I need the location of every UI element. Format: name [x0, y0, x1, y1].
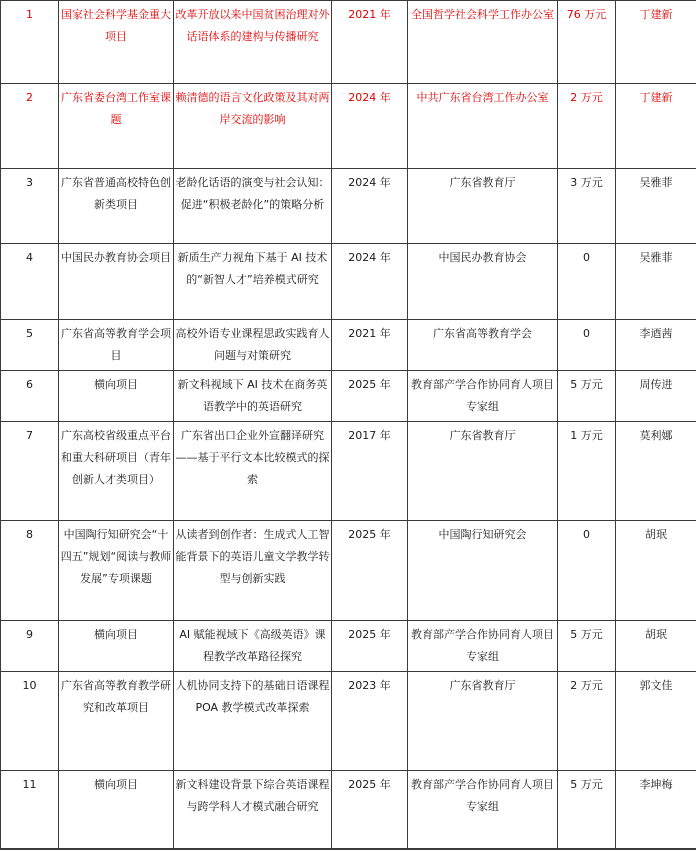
funding-amount: 2 万元 — [558, 672, 616, 771]
project-title: 高校外语专业课程思政实践育人问题与对策研究 — [174, 320, 332, 371]
table-row — [1, 371, 696, 422]
principal-investigator: 丁建新 — [616, 84, 696, 169]
table-row — [1, 422, 696, 521]
funding-source: 中国陶行知研究会 — [408, 521, 558, 621]
table-bottom-border — [0, 849, 696, 850]
funding-amount: 76 万元 — [558, 1, 616, 84]
project-year: 2017 年 — [332, 422, 408, 521]
row-number: 6 — [1, 371, 59, 422]
project-year: 2025 年 — [332, 621, 408, 672]
project-title: 新文科建设背景下综合英语课程与跨学科人才模式融合研究 — [174, 771, 332, 849]
funding-amount: 0 — [558, 320, 616, 371]
project-year: 2024 年 — [332, 84, 408, 169]
project-title: 人机协同支持下的基础日语课程 POA 教学模式改革探索 — [174, 672, 332, 771]
row-number: 9 — [1, 621, 59, 672]
project-year: 2025 年 — [332, 521, 408, 621]
principal-investigator: 吴雅菲 — [616, 169, 696, 244]
project-category: 广东省普通高校特色创新类项目 — [59, 169, 174, 244]
project-title: 新文科视域下 AI 技术在商务英语教学中的英语研究 — [174, 371, 332, 422]
project-category: 横向项目 — [59, 621, 174, 672]
table-row — [1, 621, 696, 672]
project-category: 国家社会科学基金重大项目 — [59, 1, 174, 84]
project-year: 2024 年 — [332, 244, 408, 320]
project-year: 2024 年 — [332, 169, 408, 244]
project-title: 从读者到创作者：生成式人工智能背景下的英语儿童文学教学转型与创新实践 — [174, 521, 332, 621]
funding-amount: 5 万元 — [558, 771, 616, 849]
funding-amount: 0 — [558, 244, 616, 320]
row-number: 1 — [1, 1, 59, 84]
funding-source: 教育部产学合作协同育人项目专家组 — [408, 371, 558, 422]
funding-source: 教育部产学合作协同育人项目专家组 — [408, 771, 558, 849]
row-number: 11 — [1, 771, 59, 849]
principal-investigator: 周传进 — [616, 371, 696, 422]
project-year: 2025 年 — [332, 771, 408, 849]
row-number: 5 — [1, 320, 59, 371]
funding-amount: 5 万元 — [558, 371, 616, 422]
row-number: 10 — [1, 672, 59, 771]
project-title: 广东省出口企业外宣翻译研究——基于平行文本比较模式的探索 — [174, 422, 332, 521]
principal-investigator: 胡珉 — [616, 521, 696, 621]
funding-source: 中共广东省台湾工作办公室 — [408, 84, 558, 169]
principal-investigator: 莫利娜 — [616, 422, 696, 521]
project-category: 广东省高等教育学会项目 — [59, 320, 174, 371]
funding-amount: 3 万元 — [558, 169, 616, 244]
project-title: 老龄化话语的演变与社会认知：促进“积极老龄化”的策略分析 — [174, 169, 332, 244]
project-title: AI 赋能视域下《高级英语》课程教学改革路径探究 — [174, 621, 332, 672]
project-category: 中国民办教育协会项目 — [59, 244, 174, 320]
project-category: 广东省委台湾工作室课题 — [59, 84, 174, 169]
project-year: 2021 年 — [332, 1, 408, 84]
funding-amount: 5 万元 — [558, 621, 616, 672]
project-category: 广东高校省级重点平台和重大科研项目（青年创新人才类项目） — [59, 422, 174, 521]
funding-source: 广东省教育厅 — [408, 422, 558, 521]
project-category: 横向项目 — [59, 371, 174, 422]
project-category: 中国陶行知研究会“十四五”规划“阅读与教师发展”专项课题 — [59, 521, 174, 621]
project-year: 2023 年 — [332, 672, 408, 771]
principal-investigator: 李迺茜 — [616, 320, 696, 371]
table-row — [1, 320, 696, 371]
principal-investigator: 吴雅菲 — [616, 244, 696, 320]
table-row — [1, 169, 696, 244]
funding-source: 广东省教育厅 — [408, 169, 558, 244]
table-row — [1, 521, 696, 621]
principal-investigator: 胡珉 — [616, 621, 696, 672]
row-number: 8 — [1, 521, 59, 621]
table-row — [1, 771, 696, 849]
project-title: 赖清德的语言文化政策及其对两岸交流的影响 — [174, 84, 332, 169]
project-year: 2021 年 — [332, 320, 408, 371]
table-row — [1, 84, 696, 169]
table-row — [1, 672, 696, 771]
project-title: 新质生产力视角下基于 AI 技术的“新智人才”培养模式研究 — [174, 244, 332, 320]
project-category: 广东省高等教育教学研究和改革项目 — [59, 672, 174, 771]
funding-source: 中国民办教育协会 — [408, 244, 558, 320]
funding-source: 广东省高等教育学会 — [408, 320, 558, 371]
funding-amount: 1 万元 — [558, 422, 616, 521]
project-category: 横向项目 — [59, 771, 174, 849]
funding-source: 广东省教育厅 — [408, 672, 558, 771]
row-number: 3 — [1, 169, 59, 244]
row-number: 4 — [1, 244, 59, 320]
principal-investigator: 丁建新 — [616, 1, 696, 84]
funding-amount: 2 万元 — [558, 84, 616, 169]
table-row — [1, 1, 696, 84]
principal-investigator: 李坤梅 — [616, 771, 696, 849]
table-row — [1, 244, 696, 320]
funding-source: 全国哲学社会科学工作办公室 — [408, 1, 558, 84]
project-year: 2025 年 — [332, 371, 408, 422]
project-title: 改革开放以来中国贫困治理对外话语体系的建构与传播研究 — [174, 1, 332, 84]
row-number: 2 — [1, 84, 59, 169]
funding-source: 教育部产学合作协同育人项目专家组 — [408, 621, 558, 672]
principal-investigator: 郭文佳 — [616, 672, 696, 771]
funding-amount: 0 — [558, 521, 616, 621]
row-number: 7 — [1, 422, 59, 521]
